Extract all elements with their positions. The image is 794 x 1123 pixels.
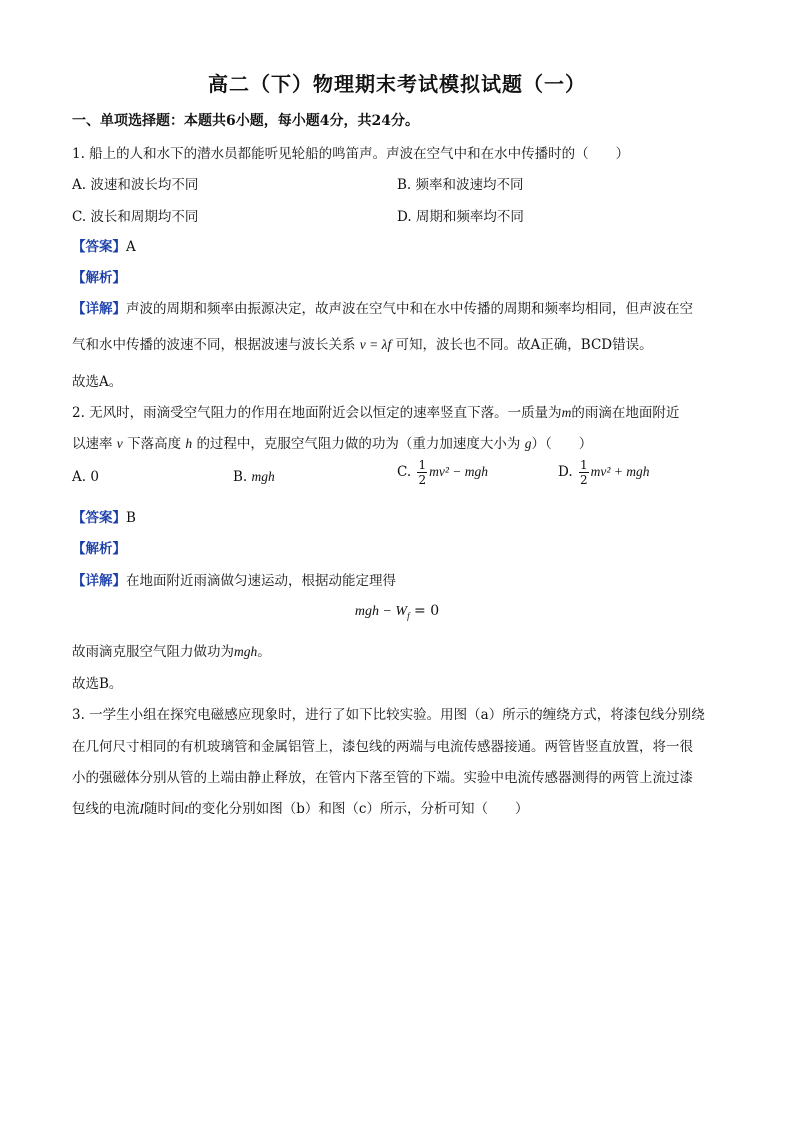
option-expression: mv² + mgh [590, 464, 650, 479]
option-label: D. [558, 464, 573, 480]
result-expression: mgh [234, 644, 258, 659]
equation-rhs: = 0 [409, 603, 440, 619]
detail-tag: 【详解】 [72, 573, 126, 589]
var-h: h [185, 436, 193, 451]
question-3-stem-line-3: 小的强磁体分别从管的上端由静止释放，在管内下落至管的下端。实验中电流传感器测得的两管上流过漆 [72, 770, 693, 786]
question-2-analysis-tag [72, 537, 126, 557]
var-I: I [139, 801, 144, 816]
fraction-one-half [579, 458, 589, 487]
var-m: m [561, 405, 572, 420]
question-2-stem-line-2 [72, 432, 592, 452]
question-2-option-c [397, 458, 488, 487]
fraction-one-half [417, 458, 427, 487]
answer-value: A [126, 239, 136, 255]
question-3-stem-line-1: 3. 一学生小组在探究电磁感应现象时，进行了如下比较实验。用图（a）所示的缠绕方式，将漆包线分别绕 [72, 707, 705, 723]
answer-tag: 【答案】 [72, 239, 126, 255]
detail-tag: 【详解】 [72, 301, 126, 317]
stem-text: 包线的电流 [72, 801, 140, 817]
equation-lhs: mgh − W [354, 604, 408, 619]
option-label: B. [233, 469, 248, 485]
page-title: 高二（下）物理期末考试模拟试题（一） [208, 72, 586, 96]
result-text: 。 [257, 644, 271, 660]
stem-text: 下落高度 [127, 436, 182, 452]
var-v: v [116, 436, 123, 451]
question-1-option-d: D. 周期和频率均不同 [397, 209, 524, 225]
question-1-analysis-tag [72, 266, 126, 286]
stem-text: 以速率 [72, 436, 113, 452]
question-2-option-d [558, 458, 649, 487]
section-heading: 一、单项选择题：本题共6小题，每小题4分，共24分。 [72, 113, 419, 129]
stem-text: 的过程中，克服空气阻力做的功为（重力加速度大小为 [196, 436, 521, 452]
stem-text: ）（ ） [531, 436, 593, 452]
question-1-option-b: B. 频率和波速均不同 [397, 177, 524, 193]
fraction-denominator: 2 [418, 473, 427, 487]
detail-text: 声波的周期和频率由振源决定，故声波在空气中和在水中传播的周期和频率均相同，但声波在空 [126, 301, 693, 317]
var-g: g [524, 436, 532, 451]
equation-subscript: f [407, 610, 410, 621]
analysis-tag: 【解析】 [72, 541, 126, 557]
answer-tag: 【答案】 [72, 510, 126, 526]
detail-text: 在地面附近雨滴做匀速运动，根据动能定理得 [126, 573, 396, 589]
analysis-tag: 【解析】 [72, 270, 126, 286]
result-text: 故雨滴克服空气阻力做功为 [72, 644, 234, 660]
question-2-result [72, 640, 271, 660]
question-1-detail-line-2 [72, 333, 653, 353]
detail-text: 可知，波长也不同。故A正确，BCD错误。 [395, 337, 653, 353]
question-3-stem-line-2: 在几何尺寸相同的有机玻璃管和金属铝管上，漆包线的两端与电流传感器接通。两管皆竖直放置，将一很 [72, 739, 693, 755]
fraction-numerator: 1 [579, 458, 588, 472]
fraction-numerator: 1 [418, 458, 427, 472]
stem-text: 2. 无风时，雨滴受空气阻力的作用在地面附近会以恒定的速率竖直下落。一质量为 [72, 405, 562, 421]
question-2-detail-line-1 [72, 569, 396, 589]
stem-text: 的雨滴在地面附近 [571, 405, 680, 421]
var-t: t [184, 801, 189, 816]
option-label: C. [397, 464, 412, 480]
option-expression: mgh [251, 469, 275, 484]
formula-wave-relation: v = λf [359, 337, 392, 352]
question-3-stem-line-4 [72, 797, 528, 817]
question-1-conclusion: 故选A。 [72, 374, 123, 390]
answer-value: B [126, 510, 136, 526]
question-2-option-a: A. 0 [72, 469, 99, 485]
question-1-detail-line-1 [72, 297, 693, 317]
fraction-denominator: 2 [579, 473, 588, 487]
question-1-answer [72, 235, 136, 255]
question-1-option-a: A. 波速和波长均不同 [72, 177, 199, 193]
question-2-answer [72, 506, 136, 526]
question-2-stem-line-1 [72, 401, 679, 421]
equation-work-energy [0, 603, 794, 621]
stem-text: 随时间 [144, 801, 185, 817]
question-1-option-c: C. 波长和周期均不同 [72, 209, 199, 225]
option-expression: mv² − mgh [429, 464, 488, 479]
question-2-option-b [233, 469, 275, 485]
question-1-stem: 1. 船上的人和水下的潜水员都能听见轮船的鸣笛声。声波在空气中和在水中传播时的（ ） [72, 146, 630, 162]
detail-text: 气和水中传播的波速不同，根据波速与波长关系 [72, 337, 356, 353]
question-2-conclusion: 故选B。 [72, 676, 123, 692]
stem-text: 的变化分别如图（b）和图（c）所示，分析可知（ ） [188, 801, 529, 817]
